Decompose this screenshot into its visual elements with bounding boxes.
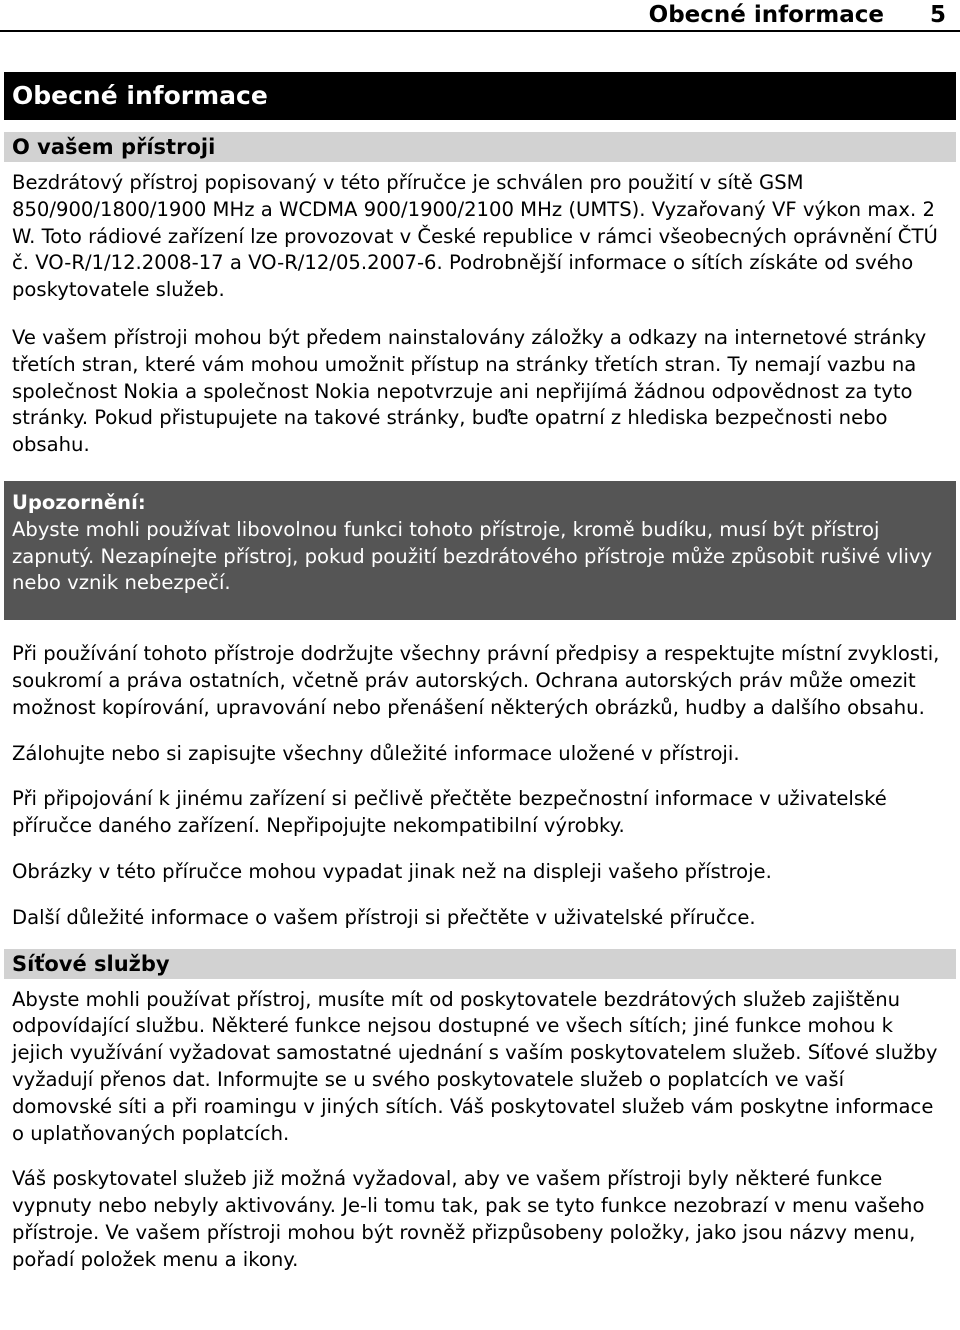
paragraph: Obrázky v této příručce mohou vypadat jinak než na displeji vašeho přístroje. — [12, 859, 772, 883]
running-header-title: Obecné informace — [648, 2, 884, 28]
paragraph: Při připojování k jinému zařízení si pečlivě přečtěte bezpečnostní informace v uživatelské příručce daného zařízení. Nepřipojujte nekompatibilní výrobky. — [12, 787, 887, 838]
paragraph: Další důležité informace o vašem přístroji si přečtěte v uživatelské příručce. — [12, 905, 756, 929]
page-content — [4, 72, 956, 1274]
paragraph: Abyste mohli používat přístroj, musíte mít od poskytovatele bezdrátových služeb zajištěnu odpovídající službu. Některé funkce nejsou dostupné ve všech sítích; jiné funkce mohou k jejich využívání vyžadovat samostatné ujednání s vaším poskytovatelem služeb. Síťové služby vyžadují přenos dat. Informujte se u svého poskytovatele služeb o poplatcích ve vaší domovské síti a při roamingu v jiných sítích. Váš poskytovatel služeb vám poskytne informace o uplatňovaných poplatcích. — [12, 987, 938, 1145]
chapter-title: Obecné informace — [4, 72, 956, 120]
paragraph: Zálohujte nebo si zapisujte všechny důležité informace uložené v přístroji. — [12, 741, 740, 765]
section-heading-network-services: Síťové služby — [4, 949, 956, 979]
paragraph: Bezdrátový přístroj popisovaný v této příručce je schválen pro použití v sítě GSM 850/900/1800/1900 MHz a WCDMA 900/1900/2100 MHz (UMTS). Vyzařovaný VF výkon max. 2 W. Toto rádiové zařízení lze provozovat v České republice v rámci všeobecných oprávnění ČTÚ č. VO-R/1/12.2008-17 a VO-R/12/05.2007-6. Podrobnější informace o sítích získáte od svého poskytovatele služeb. — [12, 171, 938, 302]
section-heading-about-device: O vašem přístroji — [4, 132, 956, 162]
warning-text: Abyste mohli používat libovolnou funkci tohoto přístroje, kromě budíku, musí být přístroj zapnutý. Nezapínejte přístroj, pokud použití bezdrátového přístroje může způsobit rušivé vlivy nebo vznik nebezpečí. — [12, 517, 933, 595]
warning-title: Upozornění: — [12, 490, 146, 514]
running-header — [0, 0, 960, 32]
paragraph: Při používání tohoto přístroje dodržujte všechny právní předpisy a respektujte místní zvyklosti, soukromí a práva ostatních, včetně práv autorských. Ochrana autorských práv může omezit možnost kopírování, upravování nebo přenášení některých obrázků, hudby a dalšího obsahu. — [12, 642, 940, 719]
paragraph: Ve vašem přístroji mohou být předem nainstalovány záložky a odkazy na internetové stránky třetích stran, které vám mohou umožnit přístup na stránky třetích stran. Ty nemají vazbu na společnost Nokia a společnost Nokia nepotvrzuje ani nepřijímá žádnou odpovědnost za tyto stránky. Pokud přistupujete na takové stránky, buďte opatrní z hlediska bezpečnosti nebo obsahu. — [12, 325, 927, 457]
paragraph: Váš poskytovatel služeb již možná vyžadoval, aby ve vašem přístroji byly některé funkce vypnuty nebo nebyly aktivovány. Je-li tomu tak, pak se tyto funkce nezobrazí v menu vašeho přístroje. Ve vašem přístroji mohou být rovněž přizpůsobeny položky, jako jsou názvy menu, pořadí položek menu a ikony. — [12, 1167, 925, 1271]
warning-box — [4, 481, 956, 620]
page-number: 5 — [929, 2, 946, 28]
